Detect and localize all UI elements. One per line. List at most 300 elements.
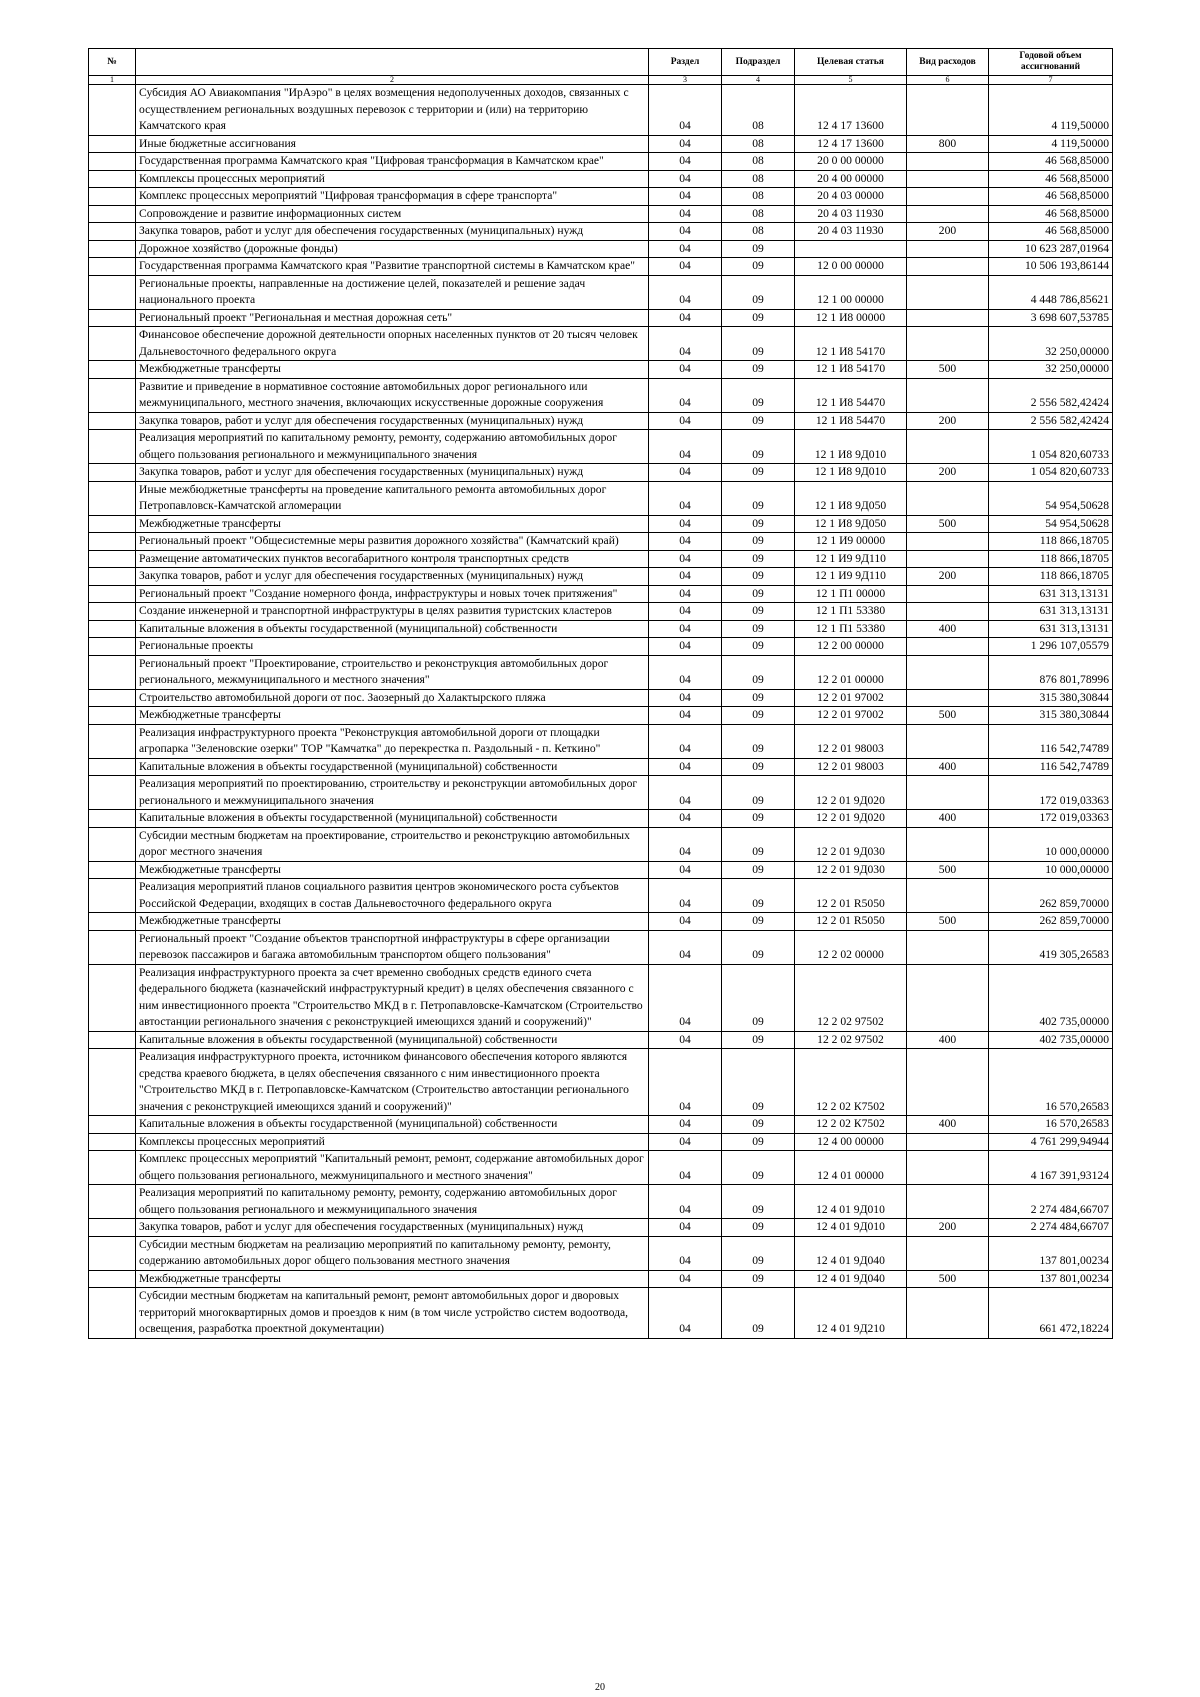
table-row [89,1151,1113,1185]
table-row [89,1185,1113,1219]
target-article-cell: 12 1 И8 54470 [795,378,907,412]
table-row [89,603,1113,621]
section-code-cell: 04 [649,1133,722,1151]
expense-type-cell [907,689,989,707]
table-row [89,1031,1113,1049]
subsection-code-cell: 08 [722,205,795,223]
target-article-cell: 12 1 П1 53380 [795,620,907,638]
expense-type-cell [907,585,989,603]
section-code-cell: 04 [649,1151,722,1185]
section-code-cell: 04 [649,827,722,861]
target-article-cell: 12 2 01 9Д020 [795,810,907,828]
subsection-code-cell: 09 [722,258,795,276]
row-number-cell [89,1133,136,1151]
expense-type-cell: 500 [907,707,989,725]
item-name-cell: Региональный проект "Проектирование, строительство и реконструкция автомобильных дорог регионального, межмуниципального и местного значения" [136,655,649,689]
subsection-code-cell: 09 [722,810,795,828]
table-row [89,170,1113,188]
annual-amount-cell: 4 119,50000 [989,135,1113,153]
row-number-cell [89,776,136,810]
table-row [89,240,1113,258]
expense-type-cell [907,258,989,276]
annual-amount-cell: 1 054 820,60733 [989,430,1113,464]
section-code-cell: 04 [649,776,722,810]
section-code-cell: 04 [649,1219,722,1237]
expense-type-cell [907,205,989,223]
subsection-code-cell: 09 [722,464,795,482]
annual-amount-cell: 32 250,00000 [989,327,1113,361]
annual-amount-cell: 262 859,70000 [989,913,1113,931]
annual-amount-cell: 10 000,00000 [989,827,1113,861]
row-number-cell [89,689,136,707]
page-number: 20 [595,1682,605,1693]
annual-amount-cell: 46 568,85000 [989,153,1113,171]
table-row [89,378,1113,412]
annual-amount-cell: 315 380,30844 [989,689,1113,707]
item-name-cell: Региональный проект "Региональная и местная дорожная сеть" [136,309,649,327]
expense-type-cell: 500 [907,1270,989,1288]
annual-amount-cell: 172 019,03363 [989,776,1113,810]
expense-type-cell [907,85,989,136]
subsection-code-cell: 09 [722,827,795,861]
table-row [89,964,1113,1031]
section-code-cell: 04 [649,412,722,430]
section-code-cell: 04 [649,240,722,258]
subsection-code-cell: 09 [722,481,795,515]
target-article-cell: 12 2 02 00000 [795,930,907,964]
item-name-cell: Создание инженерной и транспортной инфраструктуры в целях развития туристских кластеров [136,603,649,621]
row-number-cell [89,861,136,879]
table-row [89,223,1113,241]
table-row [89,1219,1113,1237]
subsection-code-cell: 09 [722,361,795,379]
subsection-code-cell: 09 [722,240,795,258]
target-article-cell: 12 1 И9 00000 [795,533,907,551]
item-name-cell: Региональный проект "Общесистемные меры развития дорожного хозяйства" (Камчатский край) [136,533,649,551]
item-name-cell: Межбюджетные трансферты [136,861,649,879]
subsection-code-cell: 09 [722,1049,795,1116]
section-code-cell: 04 [649,258,722,276]
table-row [89,188,1113,206]
annual-amount-cell: 419 305,26583 [989,930,1113,964]
subsection-code-cell: 09 [722,327,795,361]
section-code-cell: 04 [649,1270,722,1288]
item-name-cell: Межбюджетные трансферты [136,913,649,931]
section-code-cell: 04 [649,620,722,638]
target-article-cell: 12 4 17 13600 [795,85,907,136]
item-name-cell: Межбюджетные трансферты [136,707,649,725]
item-name-cell: Государственная программа Камчатского края "Развитие транспортной системы в Камчатском крае" [136,258,649,276]
section-code-cell: 04 [649,327,722,361]
annual-amount-cell: 118 866,18705 [989,568,1113,586]
column-number: 2 [136,76,649,85]
row-number-cell [89,240,136,258]
item-name-cell: Комплекс процессных мероприятий "Цифровая трансформация в сфере транспорта" [136,188,649,206]
target-article-cell: 12 2 01 R5050 [795,879,907,913]
target-article-cell: 12 2 02 К7502 [795,1116,907,1134]
expense-type-cell: 500 [907,515,989,533]
row-number-cell [89,638,136,656]
item-name-cell: Размещение автоматических пунктов весогабаритного контроля транспортных средств [136,550,649,568]
section-code-cell: 04 [649,223,722,241]
section-code-cell: 04 [649,135,722,153]
annual-amount-cell: 315 380,30844 [989,707,1113,725]
table-row [89,913,1113,931]
subsection-code-cell: 09 [722,861,795,879]
table-row [89,1236,1113,1270]
table-row [89,464,1113,482]
item-name-cell: Развитие и приведение в нормативное состояние автомобильных дорог регионального или межмуниципального, местного значения, включающих искусственные дорожные сооружения [136,378,649,412]
subsection-code-cell: 08 [722,135,795,153]
target-article-cell: 12 2 01 98003 [795,758,907,776]
item-name-cell: Закупка товаров, работ и услуг для обеспечения государственных (муниципальных) нужд [136,1219,649,1237]
annual-amount-cell: 10 000,00000 [989,861,1113,879]
row-number-cell [89,275,136,309]
subsection-code-cell: 09 [722,1031,795,1049]
table-row [89,879,1113,913]
table-row [89,258,1113,276]
annual-amount-cell: 4 167 391,93124 [989,1151,1113,1185]
table-row [89,724,1113,758]
item-name-cell: Закупка товаров, работ и услуг для обеспечения государственных (муниципальных) нужд [136,412,649,430]
item-name-cell: Реализация мероприятий по капитальному ремонту, ремонту, содержанию автомобильных дорог общего пользования регионального и межмуниципального значения [136,1185,649,1219]
expense-type-cell: 400 [907,1116,989,1134]
row-number-cell [89,309,136,327]
expense-type-cell [907,638,989,656]
row-number-cell [89,827,136,861]
table-row [89,810,1113,828]
section-code-cell: 04 [649,170,722,188]
item-name-cell: Капитальные вложения в объекты государственной (муниципальной) собственности [136,1031,649,1049]
expense-type-cell: 200 [907,1219,989,1237]
subsection-code-cell: 09 [722,430,795,464]
target-article-cell: 12 2 01 98003 [795,724,907,758]
row-number-cell [89,810,136,828]
item-name-cell: Закупка товаров, работ и услуг для обеспечения государственных (муниципальных) нужд [136,464,649,482]
subsection-code-cell: 08 [722,188,795,206]
subsection-code-cell: 09 [722,1270,795,1288]
target-article-cell: 12 0 00 00000 [795,258,907,276]
item-name-cell: Субсидии местным бюджетам на проектирование, строительство и реконструкцию автомобильных дорог местного значения [136,827,649,861]
item-name-cell: Комплекс процессных мероприятий "Капитальный ремонт, ремонт, содержание автомобильных дорог общего пользования регионального, межмуниципального и местного значения" [136,1151,649,1185]
expense-type-cell [907,327,989,361]
expense-type-cell [907,188,989,206]
table-row [89,776,1113,810]
expense-type-cell: 400 [907,810,989,828]
section-code-cell: 04 [649,603,722,621]
target-article-cell: 12 2 01 9Д020 [795,776,907,810]
row-number-cell [89,258,136,276]
table-row [89,827,1113,861]
row-number-cell [89,515,136,533]
row-number-cell [89,170,136,188]
expense-type-cell [907,776,989,810]
table-row [89,1270,1113,1288]
item-name-cell: Субсидия АО Авиакомпания "ИрАэро" в целях возмещения недополученных доходов, связанных с осуществлением региональных воздушных перевозок с территории и (или) на территорию Камчатского края [136,85,649,136]
row-number-cell [89,533,136,551]
target-article-cell: 12 2 00 00000 [795,638,907,656]
section-code-cell: 04 [649,707,722,725]
subsection-code-cell: 09 [722,378,795,412]
header-annual-amount: Годовой объем ассигнований [989,49,1113,76]
target-article-cell: 12 1 00 00000 [795,275,907,309]
annual-amount-cell: 631 313,13131 [989,585,1113,603]
section-code-cell: 04 [649,481,722,515]
item-name-cell: Реализация инфраструктурного проекта за счет временно свободных средств единого счета федерального бюджета (казначейский инфраструктурный кредит) в целях обеспечения связанного с ним инвестиционного проекта "Строительство МКД в г. Петропавловске-Камчатском (Строительство автостанции регионального значения с реконструкцией имеющихся зданий и сооружений)" [136,964,649,1031]
row-number-cell [89,412,136,430]
annual-amount-cell: 402 735,00000 [989,1031,1113,1049]
row-number-cell [89,655,136,689]
row-number-cell [89,327,136,361]
subsection-code-cell: 09 [722,309,795,327]
annual-amount-cell: 54 954,50628 [989,481,1113,515]
expense-type-cell [907,724,989,758]
expense-type-cell [907,240,989,258]
expense-type-cell [907,1049,989,1116]
row-number-cell [89,481,136,515]
row-number-cell [89,361,136,379]
item-name-cell: Реализация мероприятий по капитальному ремонту, ремонту, содержанию автомобильных дорог общего пользования регионального и межмуниципального значения [136,430,649,464]
target-article-cell: 12 1 П1 00000 [795,585,907,603]
subsection-code-cell: 09 [722,275,795,309]
section-code-cell: 04 [649,724,722,758]
section-code-cell: 04 [649,913,722,931]
annual-amount-cell: 4 119,50000 [989,85,1113,136]
target-article-cell: 12 1 И8 9Д010 [795,430,907,464]
table-row [89,275,1113,309]
section-code-cell: 04 [649,533,722,551]
subsection-code-cell: 09 [722,533,795,551]
subsection-code-cell: 09 [722,568,795,586]
expense-type-cell: 500 [907,861,989,879]
expense-type-cell [907,275,989,309]
subsection-code-cell: 09 [722,964,795,1031]
annual-amount-cell: 2 556 582,42424 [989,378,1113,412]
target-article-cell: 12 1 И8 9Д010 [795,464,907,482]
target-article-cell: 12 1 И9 9Д110 [795,550,907,568]
table-row [89,85,1113,136]
target-article-cell: 12 4 01 9Д040 [795,1236,907,1270]
header-subsection: Подраздел [722,49,795,76]
item-name-cell: Региональный проект "Создание объектов транспортной инфраструктуры в сфере организации перевозок пассажиров и багажа автомобильным транспортом общего пользования" [136,930,649,964]
expense-type-cell: 800 [907,135,989,153]
annual-amount-cell: 118 866,18705 [989,550,1113,568]
item-name-cell: Закупка товаров, работ и услуг для обеспечения государственных (муниципальных) нужд [136,568,649,586]
annual-amount-cell: 46 568,85000 [989,205,1113,223]
expense-type-cell [907,430,989,464]
header-expense-type: Вид расходов [907,49,989,76]
header-target-article: Целевая статья [795,49,907,76]
item-name-cell: Субсидии местным бюджетам на реализацию мероприятий по капитальному ремонту, ремонту, содержанию автомобильных дорог общего пользования местного значения [136,1236,649,1270]
expense-type-cell: 200 [907,223,989,241]
target-article-cell: 20 0 00 00000 [795,153,907,171]
item-name-cell: Реализация инфраструктурного проекта, источником финансового обеспечения которого являются средства краевого бюджета, в целях обеспечения связанного с ним инвестиционного проекта "Строительство МКД в г. Петропавловске-Камчатском (Строительство автостанции регионального значения с реконструкцией имеющихся зданий и сооружений)" [136,1049,649,1116]
item-name-cell: Иные межбюджетные трансферты на проведение капитального ремонта автомобильных дорог Петропавловск-Камчатской агломерации [136,481,649,515]
expense-type-cell [907,964,989,1031]
target-article-cell: 12 4 00 00000 [795,1133,907,1151]
annual-amount-cell: 137 801,00234 [989,1270,1113,1288]
table-row [89,550,1113,568]
subsection-code-cell: 09 [722,412,795,430]
annual-amount-cell: 46 568,85000 [989,188,1113,206]
table-row [89,689,1113,707]
subsection-code-cell: 08 [722,85,795,136]
expense-type-cell [907,481,989,515]
section-code-cell: 04 [649,964,722,1031]
expense-type-cell [907,930,989,964]
annual-amount-cell: 137 801,00234 [989,1236,1113,1270]
table-row [89,1116,1113,1134]
row-number-cell [89,568,136,586]
target-article-cell [795,240,907,258]
subsection-code-cell: 09 [722,603,795,621]
subsection-code-cell: 09 [722,707,795,725]
target-article-cell: 12 4 01 9Д010 [795,1219,907,1237]
row-number-cell [89,550,136,568]
section-code-cell: 04 [649,85,722,136]
target-article-cell: 12 1 П1 53380 [795,603,907,621]
row-number-cell [89,1049,136,1116]
header-name [136,49,649,76]
target-article-cell: 12 2 01 9Д030 [795,861,907,879]
annual-amount-cell: 16 570,26583 [989,1049,1113,1116]
table-row [89,309,1113,327]
annual-amount-cell: 116 542,74789 [989,758,1113,776]
target-article-cell: 12 2 01 00000 [795,655,907,689]
table-row [89,533,1113,551]
row-number-cell [89,464,136,482]
table-body [89,85,1113,1339]
table-row [89,620,1113,638]
item-name-cell: Финансовое обеспечение дорожной деятельности опорных населенных пунктов от 20 тысяч человек Дальневосточного федерального округа [136,327,649,361]
expense-type-cell: 500 [907,361,989,379]
annual-amount-cell: 631 313,13131 [989,620,1113,638]
table-row [89,205,1113,223]
section-code-cell: 04 [649,378,722,412]
section-code-cell: 04 [649,1236,722,1270]
table-row [89,135,1113,153]
expense-type-cell: 200 [907,464,989,482]
annual-amount-cell: 2 556 582,42424 [989,412,1113,430]
annual-amount-cell: 172 019,03363 [989,810,1113,828]
annual-amount-cell: 46 568,85000 [989,223,1113,241]
row-number-cell [89,707,136,725]
row-number-cell [89,1236,136,1270]
target-article-cell: 12 2 01 97002 [795,689,907,707]
expense-type-cell [907,879,989,913]
section-code-cell: 04 [649,515,722,533]
table-row [89,1133,1113,1151]
column-number: 5 [795,76,907,85]
row-number-cell [89,430,136,464]
annual-amount-cell: 876 801,78996 [989,655,1113,689]
subsection-code-cell: 08 [722,223,795,241]
subsection-code-cell: 09 [722,758,795,776]
column-number: 1 [89,76,136,85]
target-article-cell: 12 1 И8 54170 [795,327,907,361]
subsection-code-cell: 09 [722,585,795,603]
section-code-cell: 04 [649,655,722,689]
row-number-cell [89,1116,136,1134]
target-article-cell: 12 4 17 13600 [795,135,907,153]
item-name-cell: Региональный проект "Создание номерного фонда, инфраструктуры и новых точек притяжения" [136,585,649,603]
table-row [89,327,1113,361]
target-article-cell: 12 1 И8 00000 [795,309,907,327]
expense-type-cell [907,378,989,412]
section-code-cell: 04 [649,550,722,568]
subsection-code-cell: 09 [722,620,795,638]
table-row [89,361,1113,379]
row-number-cell [89,1270,136,1288]
row-number-cell [89,1185,136,1219]
annual-amount-cell: 2 274 484,66707 [989,1185,1113,1219]
subsection-code-cell: 09 [722,776,795,810]
annual-amount-cell: 1 296 107,05579 [989,638,1113,656]
expense-type-cell [907,550,989,568]
item-name-cell: Реализация мероприятий по проектированию, строительству и реконструкции автомобильных дорог регионального и межмуниципального значения [136,776,649,810]
section-code-cell: 04 [649,361,722,379]
item-name-cell: Комплексы процессных мероприятий [136,170,649,188]
annual-amount-cell: 4 761 299,94944 [989,1133,1113,1151]
row-number-cell [89,620,136,638]
row-number-cell [89,153,136,171]
item-name-cell: Капитальные вложения в объекты государственной (муниципальной) собственности [136,620,649,638]
row-number-cell [89,1031,136,1049]
subsection-code-cell: 09 [722,1185,795,1219]
target-article-cell: 12 2 01 9Д030 [795,827,907,861]
table-row [89,412,1113,430]
expense-type-cell [907,1151,989,1185]
target-article-cell: 20 4 03 00000 [795,188,907,206]
row-number-cell [89,1151,136,1185]
expense-type-cell: 400 [907,1031,989,1049]
subsection-code-cell: 09 [722,1133,795,1151]
target-article-cell: 20 4 03 11930 [795,223,907,241]
row-number-cell [89,205,136,223]
table-row [89,861,1113,879]
row-number-cell [89,964,136,1031]
subsection-code-cell: 09 [722,879,795,913]
subsection-code-cell: 09 [722,1219,795,1237]
annual-amount-cell: 402 735,00000 [989,964,1113,1031]
column-number: 4 [722,76,795,85]
row-number-cell [89,223,136,241]
row-number-cell [89,879,136,913]
subsection-code-cell: 09 [722,550,795,568]
column-number: 6 [907,76,989,85]
row-number-cell [89,585,136,603]
target-article-cell: 12 1 И8 9Д050 [795,481,907,515]
section-code-cell: 04 [649,430,722,464]
target-article-cell: 12 4 01 9Д040 [795,1270,907,1288]
section-code-cell: 04 [649,758,722,776]
row-number-cell [89,1219,136,1237]
section-code-cell: 04 [649,309,722,327]
subsection-code-cell: 09 [722,689,795,707]
expense-type-cell [907,827,989,861]
column-number: 7 [989,76,1113,85]
expense-type-cell [907,1236,989,1270]
target-article-cell: 12 1 И8 54170 [795,361,907,379]
item-name-cell: Реализация инфраструктурного проекта "Реконструкция автомобильной дороги от площадки агропарка "Зеленовские озерки" ТОР "Камчатка" до перекрестка п. Раздольный - п. Кеткино" [136,724,649,758]
expense-type-cell [907,1288,989,1339]
item-name-cell: Межбюджетные трансферты [136,361,649,379]
section-code-cell: 04 [649,810,722,828]
section-code-cell: 04 [649,861,722,879]
item-name-cell: Межбюджетные трансферты [136,515,649,533]
item-name-cell: Капитальные вложения в объекты государственной (муниципальной) собственности [136,758,649,776]
subsection-code-cell: 09 [722,724,795,758]
